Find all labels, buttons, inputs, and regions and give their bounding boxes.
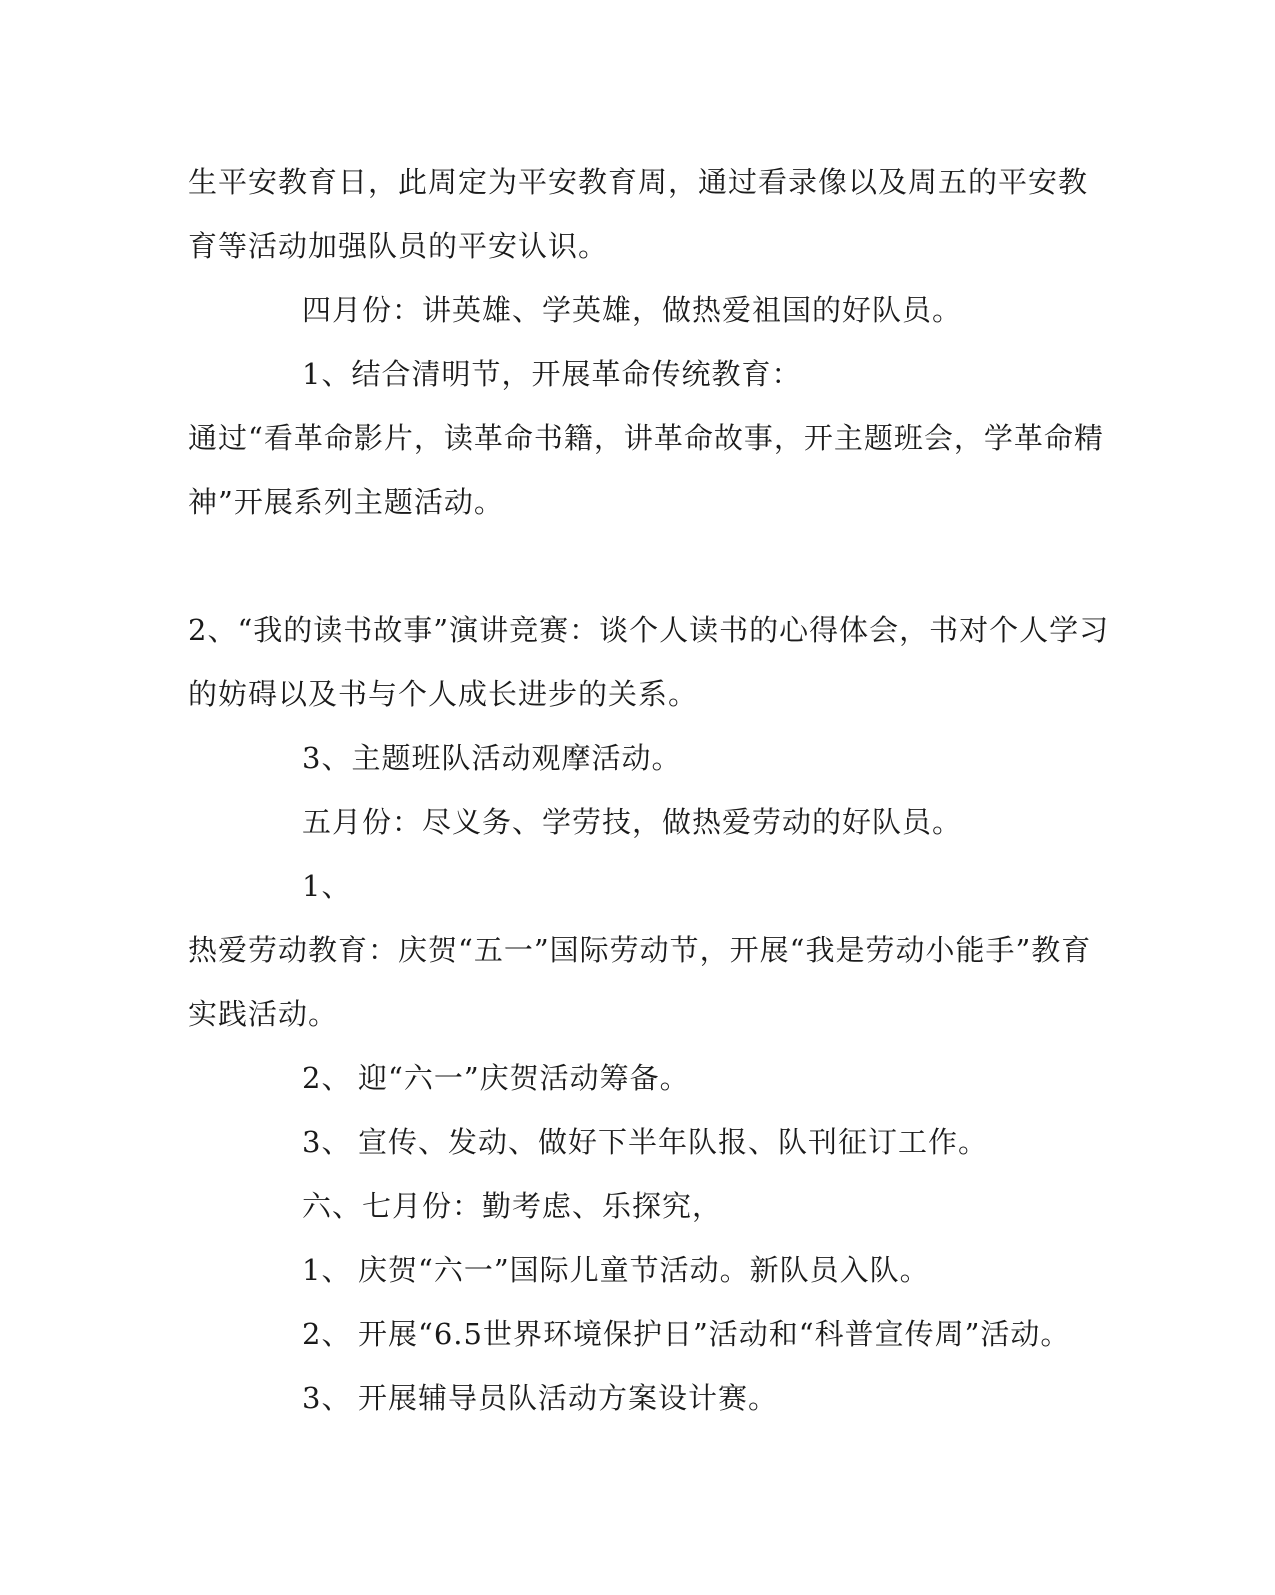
paragraph-line: 热爱劳动教育：庆贺“五一”国际劳动节，开展“我是劳动小能手”教育	[188, 933, 1092, 967]
list-text: 庆贺“六一”国际儿童节活动。新队员入队。	[358, 1253, 930, 1287]
list-item	[302, 1380, 778, 1416]
paragraph-line: 育等活动加强队员的平安认识。	[188, 229, 609, 263]
list-item	[302, 1124, 988, 1160]
list-text: 开展辅导员队活动方案设计赛。	[358, 1381, 779, 1415]
list-number: 3、	[302, 1125, 352, 1159]
paragraph-line: 通过“看革命影片，读革命书籍，讲革命故事，开主题班会，学革命精	[188, 421, 1104, 455]
paragraph-line: 神”开展系列主题活动。	[188, 485, 504, 519]
list-item-number: 1、	[302, 869, 352, 903]
list-text: 开展“6.5世界环境保护日”活动和“科普宣传周”活动。	[358, 1317, 1071, 1351]
list-item	[302, 1316, 1070, 1352]
paragraph-line: 的妨碍以及书与个人成长进步的关系。	[188, 677, 699, 711]
section-heading-april: 四月份：讲英雄、学英雄，做热爱祖国的好队员。	[302, 293, 963, 327]
list-item: 3、主题班队活动观摩活动。	[302, 741, 682, 775]
section-heading-may: 五月份：尽义务、学劳技，做热爱劳动的好队员。	[302, 805, 963, 839]
list-item	[302, 1252, 930, 1288]
list-text: 宣传、发动、做好下半年队报、队刊征订工作。	[358, 1125, 989, 1159]
list-number: 2、	[302, 1317, 352, 1351]
list-item	[302, 1060, 690, 1096]
paragraph-line: 实践活动。	[188, 997, 339, 1031]
list-item: 2、“我的读书故事”演讲竞赛：谈个人读书的心得体会，书对个人学习	[188, 613, 1110, 647]
section-heading-june-july: 六、七月份：勤考虑、乐探究，	[302, 1189, 723, 1223]
paragraph-line: 生平安教育日，此周定为平安教育周，通过看录像以及周五的平安教	[188, 165, 1089, 199]
list-text: 迎“六一”庆贺活动筹备。	[358, 1061, 690, 1095]
list-number: 3、	[302, 1381, 352, 1415]
list-number: 2、	[302, 1061, 352, 1095]
list-number: 1、	[302, 1253, 352, 1287]
list-item: 1、结合清明节，开展革命传统教育：	[302, 357, 802, 391]
